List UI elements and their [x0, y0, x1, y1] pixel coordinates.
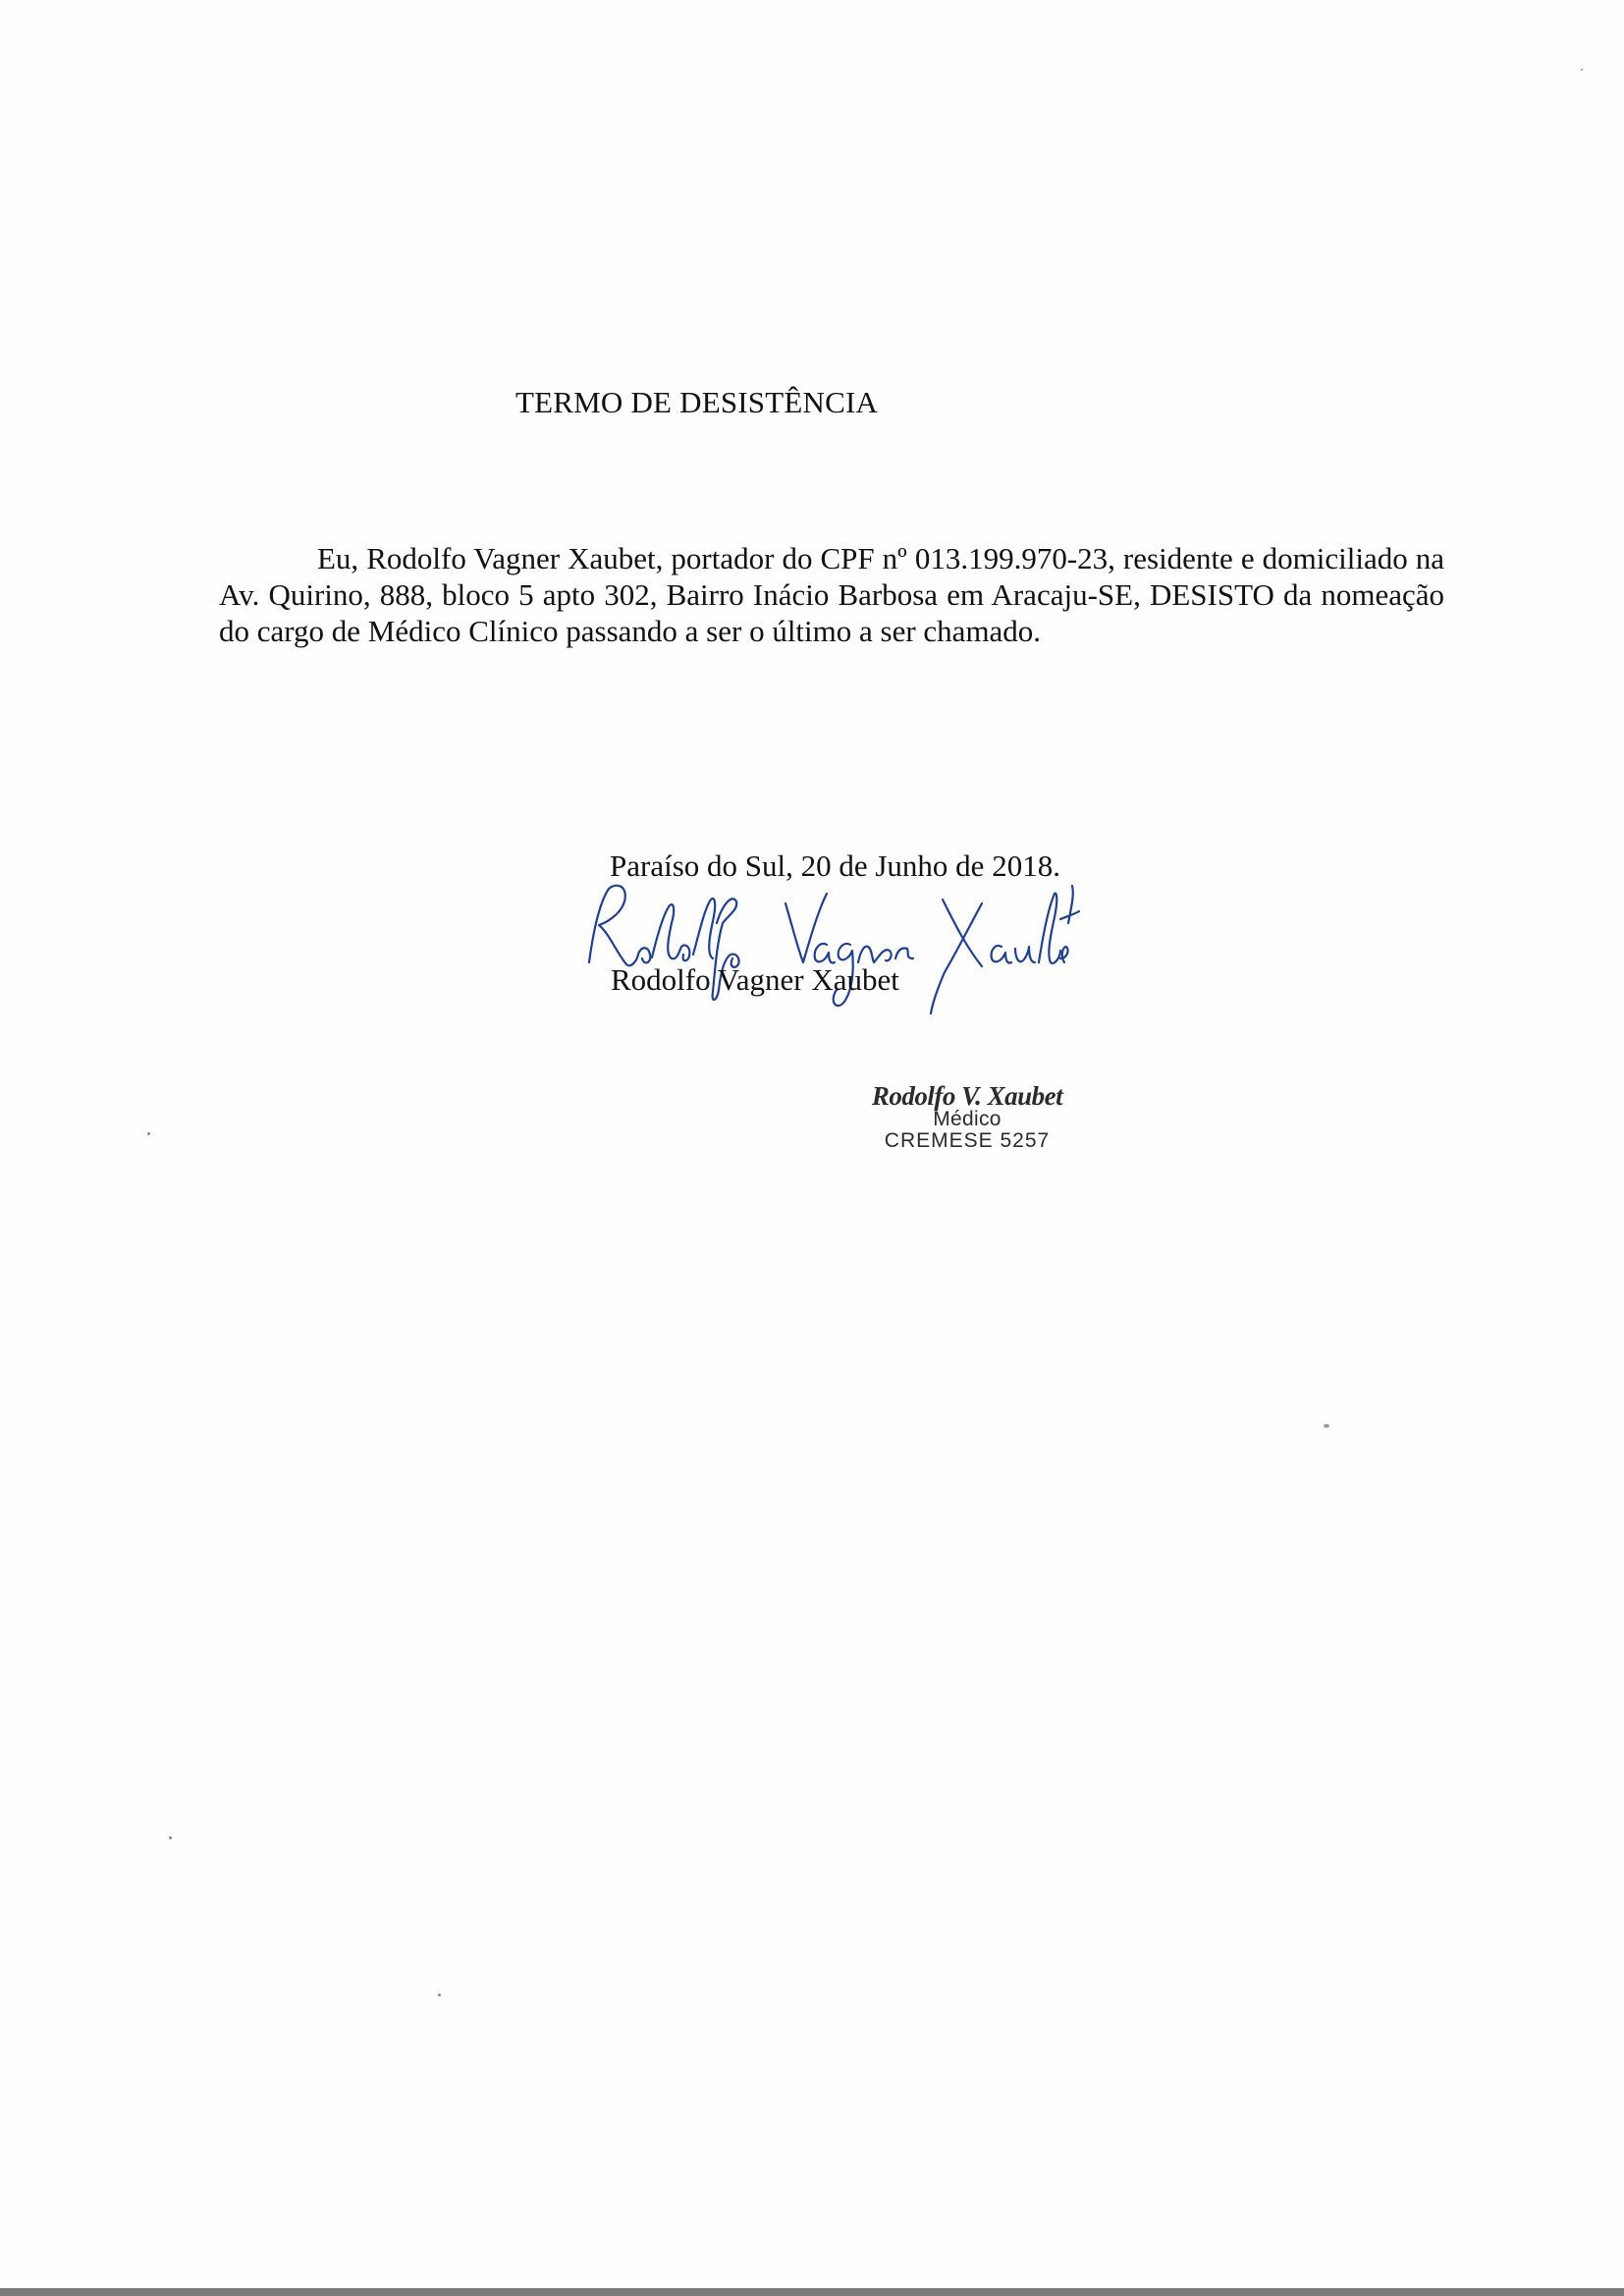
stamp-role: Médico — [933, 1108, 1001, 1130]
scan-bottom-edge — [0, 2288, 1624, 2296]
scan-speck — [1324, 1424, 1329, 1428]
scan-speck — [169, 1836, 172, 1839]
stamp-registration: CREMESE 5257 — [884, 1129, 1051, 1152]
signer-name: Rodolfo Vagner Xaubet — [611, 962, 899, 997]
declaration-paragraph: Eu, Rodolfo Vagner Xaubet, portador do CPF nº 013.199.970-23, residente e domiciliado na Av. Quirino, 888, bloco 5 apto 302, Bairro Inácio Barbosa em Aracaju-SE, DESISTO da nomeação do cargo de Médico Clínico passando a ser o último a ser chamado. — [219, 541, 1444, 648]
handwritten-signature — [569, 864, 1080, 1021]
scan-speck — [1581, 69, 1583, 71]
scan-speck — [147, 1132, 150, 1135]
stamp-name: Rodolfo V. Xaubet — [871, 1081, 1063, 1111]
document-title: TERMO DE DESISTÊNCIA — [515, 385, 879, 419]
place-date-line: Paraíso do Sul, 20 de Junho de 2018. — [610, 848, 1060, 883]
scan-speck — [438, 1994, 441, 1996]
doctor-stamp — [854, 1082, 1080, 1153]
